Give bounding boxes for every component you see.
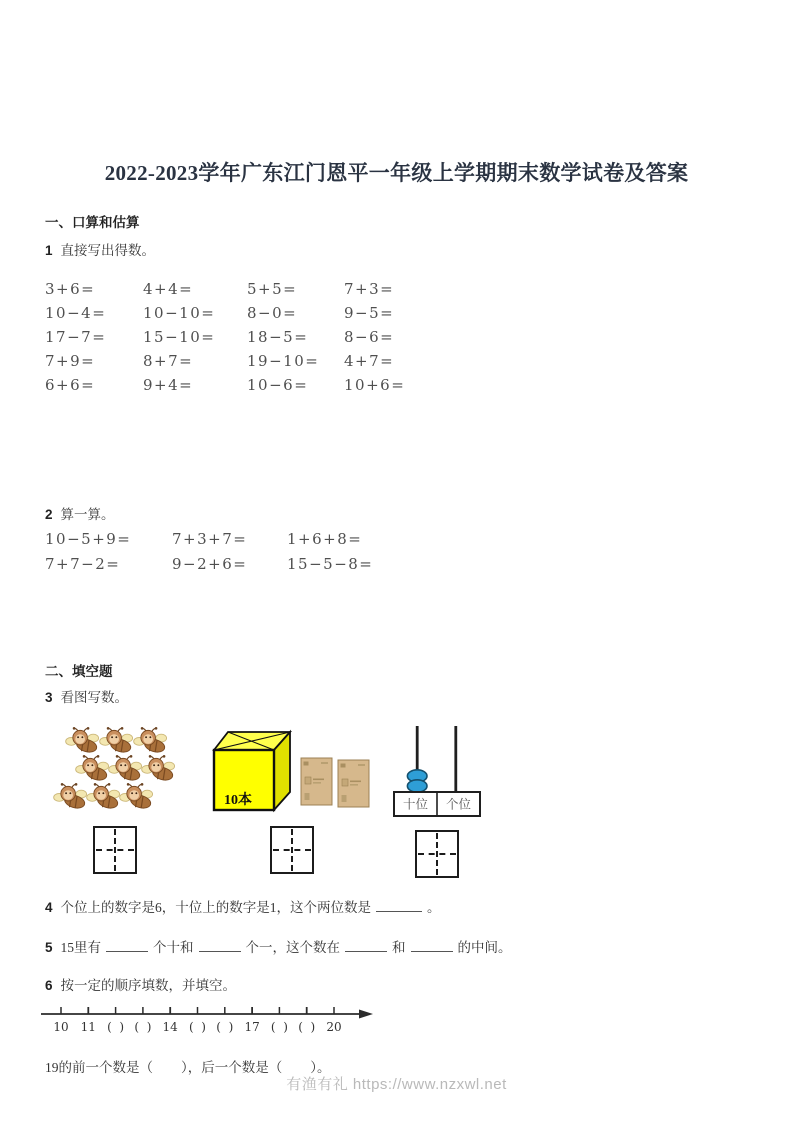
tick-label: ( ) [270,1020,288,1035]
question-6-number: 6 [45,978,53,994]
math-problem: 7+3= [344,280,395,299]
bee-icon [86,782,120,810]
number-line [41,1004,381,1046]
math-problem: 6+6= [45,376,96,395]
bee-icon [99,726,133,754]
bees-cluster [51,726,179,814]
bee-icon [141,754,175,782]
arrow-icon [359,1010,373,1019]
bee-icon [65,726,99,754]
question-6-text: 按一定的顺序填数，并填空。 [60,978,237,994]
blank-line [411,947,453,952]
math-problem: 15−5−8= [287,555,374,574]
question-3-number: 3 [45,690,53,706]
bee-icon [133,726,167,754]
tick-label: ( ) [134,1020,152,1035]
question-6-prompt [45,974,748,994]
question-5-text: 个十和 [153,940,194,956]
q3-figures-row [45,726,748,878]
note-text: 19的前一个数是（ [45,1060,153,1076]
question-5-number: 5 [45,940,53,956]
book-box-illustration [209,726,375,814]
q2-problem-grid [45,532,748,572]
math-problem: 7+3+7= [172,530,248,549]
math-problem: 8−0= [247,304,298,323]
math-problem: 9+4= [143,376,194,395]
math-problem: 18−5= [247,328,309,347]
math-problem: 8−6= [344,328,395,347]
blank-line [376,907,422,912]
tick-label: ( ) [107,1020,125,1035]
math-problem: 4+4= [143,280,194,299]
paper-title: 2022-2023学年广东江门恩平一年级上学期期末数学试卷及答案 [104,161,689,185]
writing-grid [415,830,459,878]
math-problem: 10+6= [344,376,406,395]
math-problem: 9−5= [344,304,395,323]
question-2-number: 2 [45,507,53,523]
section-1-heading: 一、口算和估算 [45,215,140,231]
math-problem: 9−2+6= [172,555,248,574]
note-text: ）。 [310,1060,331,1076]
question-3-text: 看图写数。 [60,690,129,706]
question-5-text: 15里有 [60,940,102,956]
bees-figure [51,726,179,874]
tick-label: 10 [53,1020,69,1035]
math-problem: 10−10= [143,304,216,323]
math-problem: 7+9= [45,352,96,371]
question-1-number: 1 [45,243,53,259]
bee-icon [75,754,109,782]
writing-grid [270,826,314,874]
footer-watermark: 有渔有礼 https://www.nzxwl.net [286,1076,507,1093]
writing-grid [93,826,137,874]
math-problem: 17−7= [45,328,107,347]
book-box-figure [209,726,375,874]
notebook-icon [301,758,332,805]
math-problem: 19−10= [247,352,320,371]
box-count-label: 10本 [224,793,252,809]
math-problem: 10−5+9= [45,530,132,549]
bee-icon [108,754,142,782]
tick-label: 14 [162,1020,178,1035]
math-problem: 15−10= [143,328,216,347]
abacus-illustration [391,726,483,818]
question-4-number: 4 [45,900,53,916]
question-2-block [45,503,748,572]
note-text: ），后一个数是（ [181,1060,283,1076]
question-5-text: 和 [392,940,406,956]
math-problem: 5+5= [247,280,298,299]
q1-problem-grid [45,282,748,393]
blank-line [199,947,241,952]
tens-place-label: 十位 [402,797,429,812]
math-problem: 1+6+8= [287,530,363,549]
math-problem: 8+7= [143,352,194,371]
notebook-icon [338,760,369,807]
question-5 [45,936,748,956]
question-2-text: 算一算。 [60,507,115,523]
question-2-prompt [45,503,748,523]
question-5-text: 个一，这个数在 [245,940,341,956]
tick-label: 11 [80,1020,96,1035]
question-1-text: 直接写出得数。 [60,243,156,259]
bee-icon [53,782,87,810]
question-5-text: 的中间。 [457,940,512,956]
abacus-rod [454,726,457,792]
abacus-figure [391,726,483,878]
question-4 [45,896,748,916]
math-problem: 7+7−2= [45,555,121,574]
bee-icon [119,782,153,810]
tick-label: ( ) [216,1020,234,1035]
question-4-text-end: 。 [427,900,441,916]
math-problem: 10−6= [247,376,309,395]
question-3-prompt [45,686,748,706]
ones-place-label: 个位 [445,797,472,812]
abacus-bead [407,780,427,792]
tick-label: 20 [326,1020,342,1035]
section-2-heading: 二、填空题 [45,664,113,680]
math-problem: 3+6= [45,280,96,299]
tick-label: ( ) [298,1020,316,1035]
tick-label: ( ) [189,1020,206,1035]
blank-line [106,947,148,952]
question-4-text: 个位上的数字是6，十位上的数字是1，这个两位数是 [60,900,372,916]
math-problem: 4+7= [344,352,395,371]
tick-label: 17 [244,1020,260,1035]
question-1-prompt [45,239,748,259]
math-problem: 10−4= [45,304,107,323]
blank-line [345,947,387,952]
